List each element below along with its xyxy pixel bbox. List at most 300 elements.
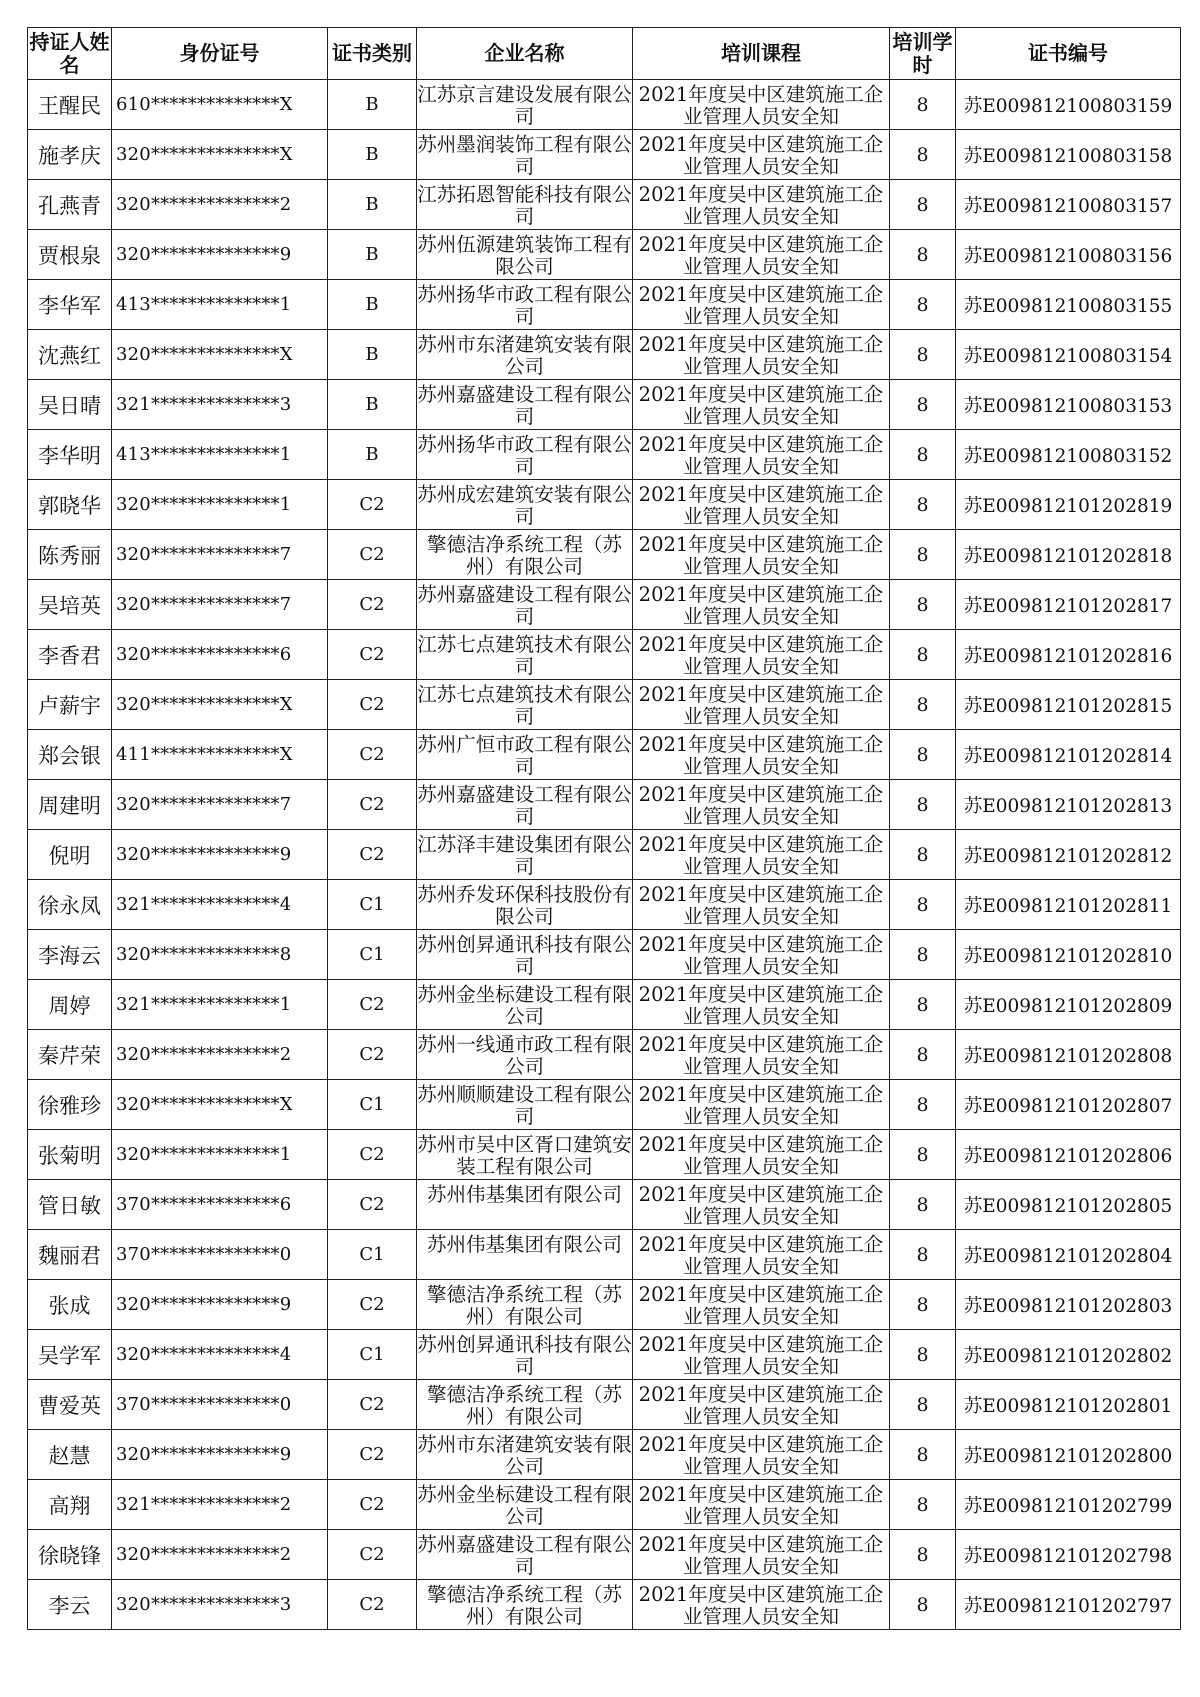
course-text: 2021年度吴中区建筑施工企业管理人员安全知	[638, 583, 884, 628]
cert-type-cell: C2	[328, 730, 417, 780]
course-cell	[633, 730, 890, 780]
hours-cell: 8	[890, 630, 956, 680]
holder-name-cell: 张菊明	[28, 1130, 112, 1180]
course-cell	[633, 1180, 890, 1230]
course-text: 2021年度吴中区建筑施工企业管理人员安全知	[638, 1333, 884, 1378]
header-name: 持证人姓名	[28, 28, 112, 80]
cert-type-cell: B	[328, 330, 417, 380]
course-cell	[633, 680, 890, 730]
hours-cell: 8	[890, 730, 956, 780]
table-row	[28, 1180, 1181, 1230]
hours-cell: 8	[890, 980, 956, 1030]
company-cell	[417, 280, 633, 330]
hours-cell: 8	[890, 1330, 956, 1380]
course-text: 2021年度吴中区建筑施工企业管理人员安全知	[638, 783, 884, 828]
table-row	[28, 680, 1181, 730]
hours-cell: 8	[890, 130, 956, 180]
course-text: 2021年度吴中区建筑施工企业管理人员安全知	[638, 483, 884, 528]
cert-number-cell: 苏E009812101202808	[956, 1030, 1181, 1080]
hours-cell: 8	[890, 1230, 956, 1280]
company-text: 苏州嘉盛建设工程有限公司	[417, 383, 632, 428]
course-text: 2021年度吴中区建筑施工企业管理人员安全知	[638, 933, 884, 978]
id-number-cell: 321**************2	[112, 1480, 328, 1530]
table-row	[28, 1480, 1181, 1530]
cert-number-cell: 苏E009812101202809	[956, 980, 1181, 1030]
id-number-cell: 320**************2	[112, 180, 328, 230]
id-number-cell: 610**************X	[112, 80, 328, 130]
company-cell	[417, 780, 633, 830]
course-cell	[633, 1480, 890, 1530]
course-cell	[633, 130, 890, 180]
table-row	[28, 230, 1181, 280]
id-number-cell: 320**************X	[112, 1080, 328, 1130]
company-cell	[417, 1480, 633, 1530]
header-cert-type: 证书类别	[328, 28, 417, 80]
course-cell	[633, 430, 890, 480]
id-number-cell: 320**************9	[112, 830, 328, 880]
cert-type-cell: C2	[328, 1480, 417, 1530]
company-text: 苏州伍源建筑装饰工程有限公司	[417, 233, 632, 278]
company-text: 擎德洁净系统工程（苏州）有限公司	[426, 1283, 622, 1328]
course-cell	[633, 230, 890, 280]
holder-name-cell: 沈燕红	[28, 330, 112, 380]
company-text: 苏州伟基集团有限公司	[426, 1233, 622, 1256]
table-row	[28, 1230, 1181, 1280]
company-text: 苏州扬华市政工程有限公司	[417, 283, 632, 328]
company-cell	[417, 130, 633, 180]
company-text: 苏州一线通市政工程有限公司	[417, 1033, 632, 1078]
course-cell	[633, 1080, 890, 1130]
holder-name-cell: 管日敏	[28, 1180, 112, 1230]
company-cell	[417, 80, 633, 130]
id-number-cell: 320**************9	[112, 1280, 328, 1330]
cert-type-cell: C2	[328, 780, 417, 830]
course-cell	[633, 1430, 890, 1480]
header-course: 培训课程	[633, 28, 890, 80]
table-row	[28, 1030, 1181, 1080]
company-text: 苏州创昇通讯科技有限公司	[417, 1333, 632, 1378]
cert-number-cell: 苏E009812101202802	[956, 1330, 1181, 1380]
table-row	[28, 1430, 1181, 1480]
hours-cell: 8	[890, 1130, 956, 1180]
id-number-cell: 320**************2	[112, 1030, 328, 1080]
hours-cell: 8	[890, 580, 956, 630]
cert-type-cell: C2	[328, 630, 417, 680]
cert-number-cell: 苏E009812101202818	[956, 530, 1181, 580]
cert-type-cell: B	[328, 230, 417, 280]
course-text: 2021年度吴中区建筑施工企业管理人员安全知	[638, 833, 884, 878]
holder-name-cell: 李香君	[28, 630, 112, 680]
cert-number-cell: 苏E009812100803152	[956, 430, 1181, 480]
cert-type-cell: B	[328, 130, 417, 180]
cert-number-cell: 苏E009812100803159	[956, 80, 1181, 130]
company-text: 苏州市东渚建筑安装有限公司	[417, 333, 632, 378]
course-text: 2021年度吴中区建筑施工企业管理人员安全知	[638, 333, 884, 378]
certificate-table	[27, 27, 1181, 1630]
cert-number-cell: 苏E009812100803153	[956, 380, 1181, 430]
id-number-cell: 320**************X	[112, 680, 328, 730]
cert-number-cell: 苏E009812101202797	[956, 1580, 1181, 1630]
course-cell	[633, 180, 890, 230]
company-text: 苏州金坐标建设工程有限公司	[417, 1483, 632, 1528]
company-cell	[417, 930, 633, 980]
table-row	[28, 930, 1181, 980]
course-text: 2021年度吴中区建筑施工企业管理人员安全知	[638, 1083, 884, 1128]
holder-name-cell: 施孝庆	[28, 130, 112, 180]
cert-number-cell: 苏E009812101202812	[956, 830, 1181, 880]
company-cell	[417, 880, 633, 930]
company-cell	[417, 580, 633, 630]
holder-name-cell: 卢薪宇	[28, 680, 112, 730]
table-header	[28, 28, 1181, 80]
cert-number-cell: 苏E009812101202814	[956, 730, 1181, 780]
cert-number-cell: 苏E009812100803154	[956, 330, 1181, 380]
cert-number-cell: 苏E009812100803158	[956, 130, 1181, 180]
cert-type-cell: C1	[328, 1330, 417, 1380]
holder-name-cell: 王醒民	[28, 80, 112, 130]
course-cell	[633, 1580, 890, 1630]
holder-name-cell: 周婷	[28, 980, 112, 1030]
course-text: 2021年度吴中区建筑施工企业管理人员安全知	[638, 1283, 884, 1328]
course-text: 2021年度吴中区建筑施工企业管理人员安全知	[638, 683, 884, 728]
header-id: 身份证号	[112, 28, 328, 80]
holder-name-cell: 李华军	[28, 280, 112, 330]
cert-number-cell: 苏E009812101202810	[956, 930, 1181, 980]
table-row	[28, 180, 1181, 230]
company-cell	[417, 1430, 633, 1480]
id-number-cell: 320**************4	[112, 1330, 328, 1380]
hours-cell: 8	[890, 1180, 956, 1230]
hours-cell: 8	[890, 1580, 956, 1630]
holder-name-cell: 徐永凤	[28, 880, 112, 930]
hours-cell: 8	[890, 1280, 956, 1330]
company-cell	[417, 380, 633, 430]
cert-type-cell: C1	[328, 930, 417, 980]
course-text: 2021年度吴中区建筑施工企业管理人员安全知	[638, 133, 884, 178]
cert-number-cell: 苏E009812101202807	[956, 1080, 1181, 1130]
company-text: 苏州嘉盛建设工程有限公司	[417, 1533, 632, 1578]
cert-number-cell: 苏E009812101202804	[956, 1230, 1181, 1280]
company-cell	[417, 480, 633, 530]
company-text: 苏州伟基集团有限公司	[426, 1183, 622, 1206]
company-text: 擎德洁净系统工程（苏州）有限公司	[426, 533, 622, 578]
cert-type-cell: C2	[328, 1430, 417, 1480]
holder-name-cell: 李云	[28, 1580, 112, 1630]
holder-name-cell: 郭晓华	[28, 480, 112, 530]
cert-type-cell: C2	[328, 830, 417, 880]
id-number-cell: 320**************X	[112, 130, 328, 180]
id-number-cell: 320**************X	[112, 330, 328, 380]
cert-number-cell: 苏E009812101202816	[956, 630, 1181, 680]
course-text: 2021年度吴中区建筑施工企业管理人员安全知	[638, 83, 884, 128]
holder-name-cell: 魏丽君	[28, 1230, 112, 1280]
course-cell	[633, 780, 890, 830]
course-cell	[633, 1230, 890, 1280]
holder-name-cell: 吴日晴	[28, 380, 112, 430]
id-number-cell: 321**************3	[112, 380, 328, 430]
holder-name-cell: 张成	[28, 1280, 112, 1330]
company-text: 苏州成宏建筑安装有限公司	[417, 483, 632, 528]
course-cell	[633, 280, 890, 330]
id-number-cell: 320**************9	[112, 230, 328, 280]
hours-cell: 8	[890, 1030, 956, 1080]
table-row	[28, 830, 1181, 880]
cert-number-cell: 苏E009812101202801	[956, 1380, 1181, 1430]
company-text: 苏州扬华市政工程有限公司	[417, 433, 632, 478]
cert-number-cell: 苏E009812101202817	[956, 580, 1181, 630]
hours-cell: 8	[890, 380, 956, 430]
course-text: 2021年度吴中区建筑施工企业管理人员安全知	[638, 1433, 884, 1478]
holder-name-cell: 郑会银	[28, 730, 112, 780]
cert-type-cell: C1	[328, 1230, 417, 1280]
holder-name-cell: 吴学军	[28, 1330, 112, 1380]
company-cell	[417, 730, 633, 780]
company-cell	[417, 1130, 633, 1180]
cert-type-cell: B	[328, 80, 417, 130]
course-text: 2021年度吴中区建筑施工企业管理人员安全知	[638, 733, 884, 778]
company-text: 苏州嘉盛建设工程有限公司	[417, 783, 632, 828]
course-text: 2021年度吴中区建筑施工企业管理人员安全知	[638, 183, 884, 228]
holder-name-cell: 陈秀丽	[28, 530, 112, 580]
company-cell	[417, 830, 633, 880]
id-number-cell: 413**************1	[112, 280, 328, 330]
course-cell	[633, 1130, 890, 1180]
id-number-cell: 320**************7	[112, 530, 328, 580]
cert-type-cell: C2	[328, 1030, 417, 1080]
table-row	[28, 280, 1181, 330]
table-row	[28, 80, 1181, 130]
company-text: 苏州创昇通讯科技有限公司	[417, 933, 632, 978]
table-row	[28, 1130, 1181, 1180]
cert-number-cell: 苏E009812100803157	[956, 180, 1181, 230]
hours-cell: 8	[890, 1380, 956, 1430]
course-cell	[633, 930, 890, 980]
company-cell	[417, 630, 633, 680]
cert-type-cell: C2	[328, 1380, 417, 1430]
id-number-cell: 320**************8	[112, 930, 328, 980]
holder-name-cell: 赵慧	[28, 1430, 112, 1480]
course-text: 2021年度吴中区建筑施工企业管理人员安全知	[638, 433, 884, 478]
course-cell	[633, 480, 890, 530]
table-row	[28, 580, 1181, 630]
cert-number-cell: 苏E009812100803155	[956, 280, 1181, 330]
hours-cell: 8	[890, 230, 956, 280]
holder-name-cell: 贾根泉	[28, 230, 112, 280]
id-number-cell: 321**************4	[112, 880, 328, 930]
hours-cell: 8	[890, 1530, 956, 1580]
cert-type-cell: C2	[328, 1180, 417, 1230]
course-text: 2021年度吴中区建筑施工企业管理人员安全知	[638, 883, 884, 928]
company-text: 江苏七点建筑技术有限公司	[417, 633, 632, 678]
company-cell	[417, 1080, 633, 1130]
cert-number-cell: 苏E009812101202815	[956, 680, 1181, 730]
table-row	[28, 1530, 1181, 1580]
cert-type-cell: C2	[328, 980, 417, 1030]
cert-type-cell: C1	[328, 880, 417, 930]
cert-type-cell: C2	[328, 1130, 417, 1180]
cert-type-cell: C1	[328, 1080, 417, 1130]
company-text: 苏州顺顺建设工程有限公司	[417, 1083, 632, 1128]
company-text: 擎德洁净系统工程（苏州）有限公司	[426, 1383, 622, 1428]
hours-cell: 8	[890, 830, 956, 880]
company-cell	[417, 1180, 633, 1230]
id-number-cell: 320**************9	[112, 1430, 328, 1480]
table-row	[28, 380, 1181, 430]
cert-type-cell: B	[328, 280, 417, 330]
course-text: 2021年度吴中区建筑施工企业管理人员安全知	[638, 983, 884, 1028]
company-text: 苏州乔发环保科技股份有限公司	[417, 883, 632, 928]
cert-number-cell: 苏E009812101202811	[956, 880, 1181, 930]
course-cell	[633, 1030, 890, 1080]
holder-name-cell: 李华明	[28, 430, 112, 480]
header-hours: 培训学时	[890, 28, 956, 80]
course-cell	[633, 980, 890, 1030]
hours-cell: 8	[890, 1080, 956, 1130]
cert-number-cell: 苏E009812101202803	[956, 1280, 1181, 1330]
id-number-cell: 320**************6	[112, 630, 328, 680]
holder-name-cell: 吴培英	[28, 580, 112, 630]
company-cell	[417, 230, 633, 280]
company-text: 苏州墨润装饰工程有限公司	[417, 133, 632, 178]
company-text: 苏州市吴中区胥口建筑安装工程有限公司	[417, 1133, 632, 1178]
course-text: 2021年度吴中区建筑施工企业管理人员安全知	[638, 1383, 884, 1428]
cert-type-cell: C2	[328, 480, 417, 530]
table-row	[28, 480, 1181, 530]
company-cell	[417, 1530, 633, 1580]
hours-cell: 8	[890, 430, 956, 480]
cert-type-cell: C2	[328, 1530, 417, 1580]
header-cert-no: 证书编号	[956, 28, 1181, 80]
holder-name-cell: 徐晓锋	[28, 1530, 112, 1580]
id-number-cell: 320**************7	[112, 780, 328, 830]
table-row	[28, 130, 1181, 180]
cert-number-cell: 苏E009812100803156	[956, 230, 1181, 280]
holder-name-cell: 高翔	[28, 1480, 112, 1530]
company-cell	[417, 680, 633, 730]
hours-cell: 8	[890, 80, 956, 130]
table-row	[28, 330, 1181, 380]
id-number-cell: 411**************X	[112, 730, 328, 780]
company-cell	[417, 330, 633, 380]
company-cell	[417, 1280, 633, 1330]
course-text: 2021年度吴中区建筑施工企业管理人员安全知	[638, 533, 884, 578]
cert-number-cell: 苏E009812101202813	[956, 780, 1181, 830]
company-text: 江苏京言建设发展有限公司	[417, 83, 632, 128]
company-text: 擎德洁净系统工程（苏州）有限公司	[426, 1583, 622, 1628]
cert-type-cell: C2	[328, 530, 417, 580]
table-row	[28, 1330, 1181, 1380]
cert-type-cell: B	[328, 380, 417, 430]
company-text: 苏州金坐标建设工程有限公司	[417, 983, 632, 1028]
course-cell	[633, 880, 890, 930]
id-number-cell: 320**************1	[112, 1130, 328, 1180]
cert-type-cell: C2	[328, 580, 417, 630]
company-cell	[417, 1580, 633, 1630]
course-cell	[633, 1330, 890, 1380]
cert-number-cell: 苏E009812101202799	[956, 1480, 1181, 1530]
company-cell	[417, 1030, 633, 1080]
hours-cell: 8	[890, 880, 956, 930]
header-company: 企业名称	[417, 28, 633, 80]
hours-cell: 8	[890, 1480, 956, 1530]
id-number-cell: 321**************1	[112, 980, 328, 1030]
cert-number-cell: 苏E009812101202805	[956, 1180, 1181, 1230]
cert-type-cell: C2	[328, 1580, 417, 1630]
hours-cell: 8	[890, 680, 956, 730]
hours-cell: 8	[890, 1430, 956, 1480]
company-text: 苏州广恒市政工程有限公司	[417, 733, 632, 778]
table-row	[28, 1380, 1181, 1430]
company-cell	[417, 1330, 633, 1380]
id-number-cell: 370**************0	[112, 1230, 328, 1280]
course-cell	[633, 1380, 890, 1430]
table-row	[28, 780, 1181, 830]
cert-number-cell: 苏E009812101202800	[956, 1430, 1181, 1480]
table-body	[28, 80, 1181, 1630]
id-number-cell: 320**************1	[112, 480, 328, 530]
table-row	[28, 980, 1181, 1030]
hours-cell: 8	[890, 930, 956, 980]
company-text: 江苏拓恩智能科技有限公司	[417, 183, 632, 228]
course-cell	[633, 80, 890, 130]
id-number-cell: 320**************3	[112, 1580, 328, 1630]
hours-cell: 8	[890, 330, 956, 380]
holder-name-cell: 李海云	[28, 930, 112, 980]
hours-cell: 8	[890, 480, 956, 530]
course-text: 2021年度吴中区建筑施工企业管理人员安全知	[638, 283, 884, 328]
course-text: 2021年度吴中区建筑施工企业管理人员安全知	[638, 1483, 884, 1528]
hours-cell: 8	[890, 180, 956, 230]
id-number-cell: 320**************7	[112, 580, 328, 630]
holder-name-cell: 曹爱英	[28, 1380, 112, 1430]
company-cell	[417, 1380, 633, 1430]
id-number-cell: 320**************2	[112, 1530, 328, 1580]
cert-type-cell: C2	[328, 680, 417, 730]
company-cell	[417, 980, 633, 1030]
table-row	[28, 880, 1181, 930]
course-cell	[633, 580, 890, 630]
course-cell	[633, 330, 890, 380]
course-text: 2021年度吴中区建筑施工企业管理人员安全知	[638, 1133, 884, 1178]
course-text: 2021年度吴中区建筑施工企业管理人员安全知	[638, 633, 884, 678]
course-cell	[633, 530, 890, 580]
id-number-cell: 413**************1	[112, 430, 328, 480]
id-number-cell: 370**************6	[112, 1180, 328, 1230]
course-cell	[633, 1280, 890, 1330]
holder-name-cell: 倪明	[28, 830, 112, 880]
cert-number-cell: 苏E009812101202819	[956, 480, 1181, 530]
company-text: 江苏七点建筑技术有限公司	[417, 683, 632, 728]
company-cell	[417, 530, 633, 580]
course-text: 2021年度吴中区建筑施工企业管理人员安全知	[638, 1533, 884, 1578]
course-cell	[633, 830, 890, 880]
cert-type-cell: B	[328, 430, 417, 480]
holder-name-cell: 孔燕青	[28, 180, 112, 230]
course-text: 2021年度吴中区建筑施工企业管理人员安全知	[638, 1183, 884, 1228]
course-cell	[633, 1530, 890, 1580]
table-row	[28, 730, 1181, 780]
table-row	[28, 530, 1181, 580]
cert-number-cell: 苏E009812101202798	[956, 1530, 1181, 1580]
course-text: 2021年度吴中区建筑施工企业管理人员安全知	[638, 1233, 884, 1278]
header-row	[28, 28, 1181, 80]
table-row	[28, 1580, 1181, 1630]
company-text: 苏州嘉盛建设工程有限公司	[417, 583, 632, 628]
course-text: 2021年度吴中区建筑施工企业管理人员安全知	[638, 383, 884, 428]
holder-name-cell: 徐雅珍	[28, 1080, 112, 1130]
table-row	[28, 1080, 1181, 1130]
course-text: 2021年度吴中区建筑施工企业管理人员安全知	[638, 1033, 884, 1078]
